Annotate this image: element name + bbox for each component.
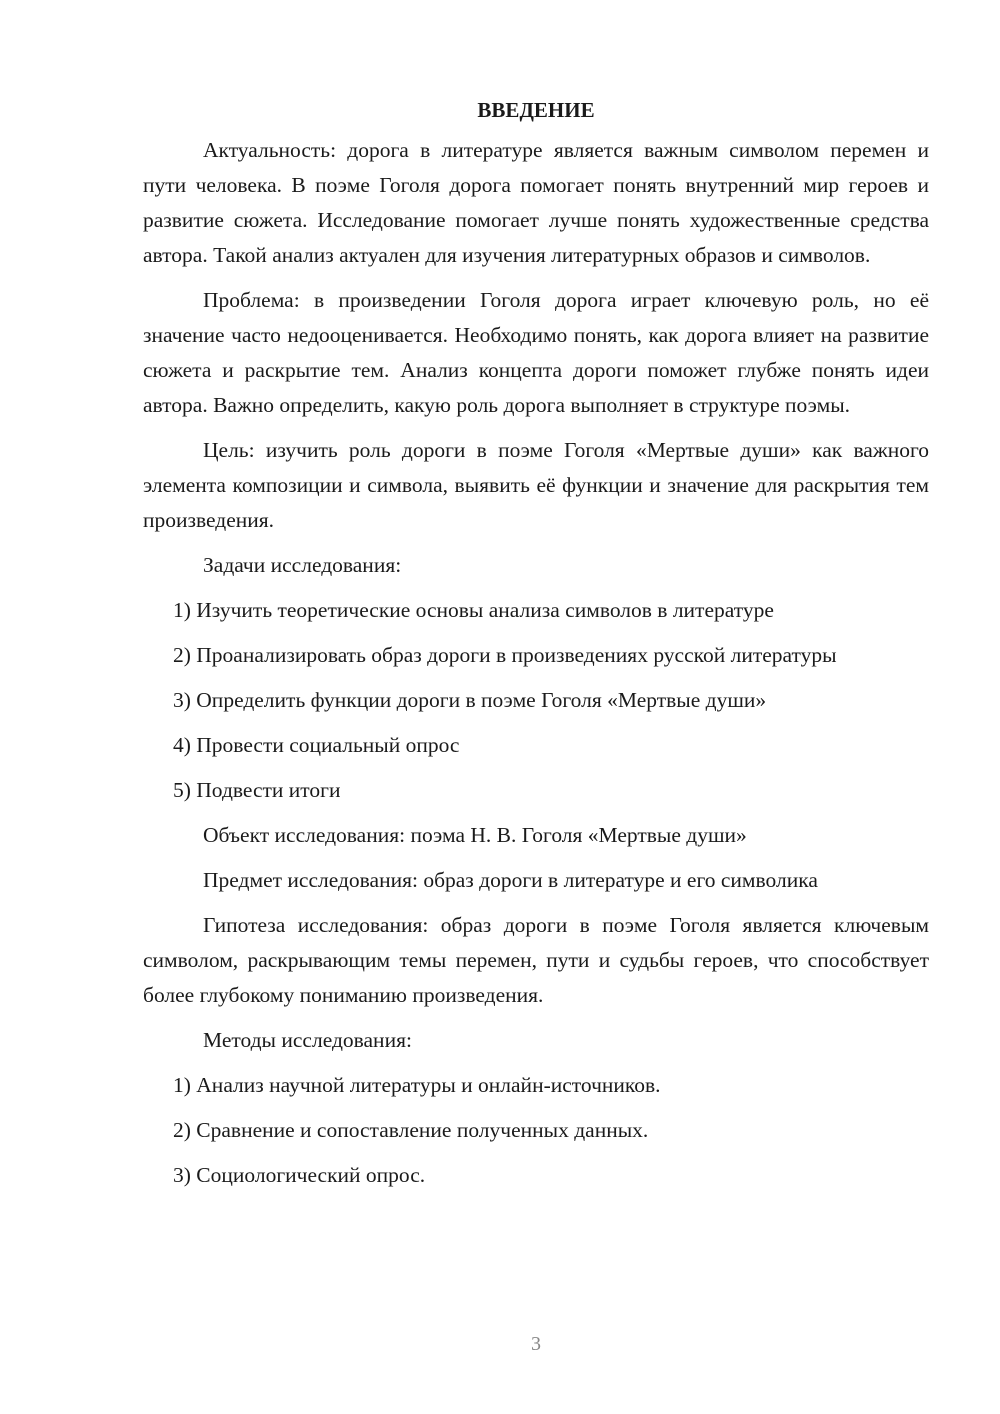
task-item: 3) Определить функции дороги в поэме Гоголя «Мертвые души»: [173, 688, 767, 712]
paragraph-relevance: Актуальность: дорога в литературе является важным символом перемен и пути человека. В поэме Гоголя дорога помогает понять внутренний мир героев и развитие сюжета. Исследование помогает лучше понять художественные средства автора. Такой анализ актуален для изучения литературных образов и символов.: [143, 138, 929, 267]
page-number: 3: [531, 1333, 541, 1355]
paragraph-hypothesis: Гипотеза исследования: образ дороги в поэме Гоголя является ключевым символом, раскрывающим темы перемен, пути и судьбы героев, что способствует более глубокому пониманию произведения.: [143, 913, 929, 1007]
section-title: ВВЕДЕНИЕ: [477, 98, 595, 122]
paragraph-object: Объект исследования: поэма Н. В. Гоголя «Мертвые души»: [203, 823, 747, 847]
document-page: [143, 92, 929, 1203]
paragraph-goal: Цель: изучить роль дороги в поэме Гоголя «Мертвые души» как важного элемента композиции и символа, выявить её функции и значение для раскрытия тем произведения.: [143, 438, 929, 532]
method-item: 3) Социологический опрос.: [173, 1163, 426, 1187]
task-item: 4) Провести социальный опрос: [173, 733, 460, 757]
paragraph-problem: Проблема: в произведении Гоголя дорога играет ключевую роль, но её значение часто недооценивается. Необходимо понять, как дорога влияет на развитие сюжета и раскрытие тем. Анализ концепта дороги поможет глубже понять идеи автора. Важно определить, какую роль дорога выполняет в структуре поэмы.: [143, 288, 929, 417]
paragraph-methods-heading: Методы исследования:: [203, 1028, 412, 1052]
task-item: 5) Подвести итоги: [173, 778, 341, 802]
method-item: 2) Сравнение и сопоставление полученных данных.: [173, 1118, 649, 1142]
paragraph-tasks-heading: Задачи исследования:: [203, 553, 402, 577]
method-item: 1) Анализ научной литературы и онлайн-источников.: [173, 1073, 661, 1097]
task-item: 2) Проанализировать образ дороги в произведениях русской литературы: [173, 643, 837, 667]
paragraph-subject: Предмет исследования: образ дороги в литературе и его символика: [203, 868, 818, 892]
task-item: 1) Изучить теоретические основы анализа символов в литературе: [173, 598, 774, 622]
